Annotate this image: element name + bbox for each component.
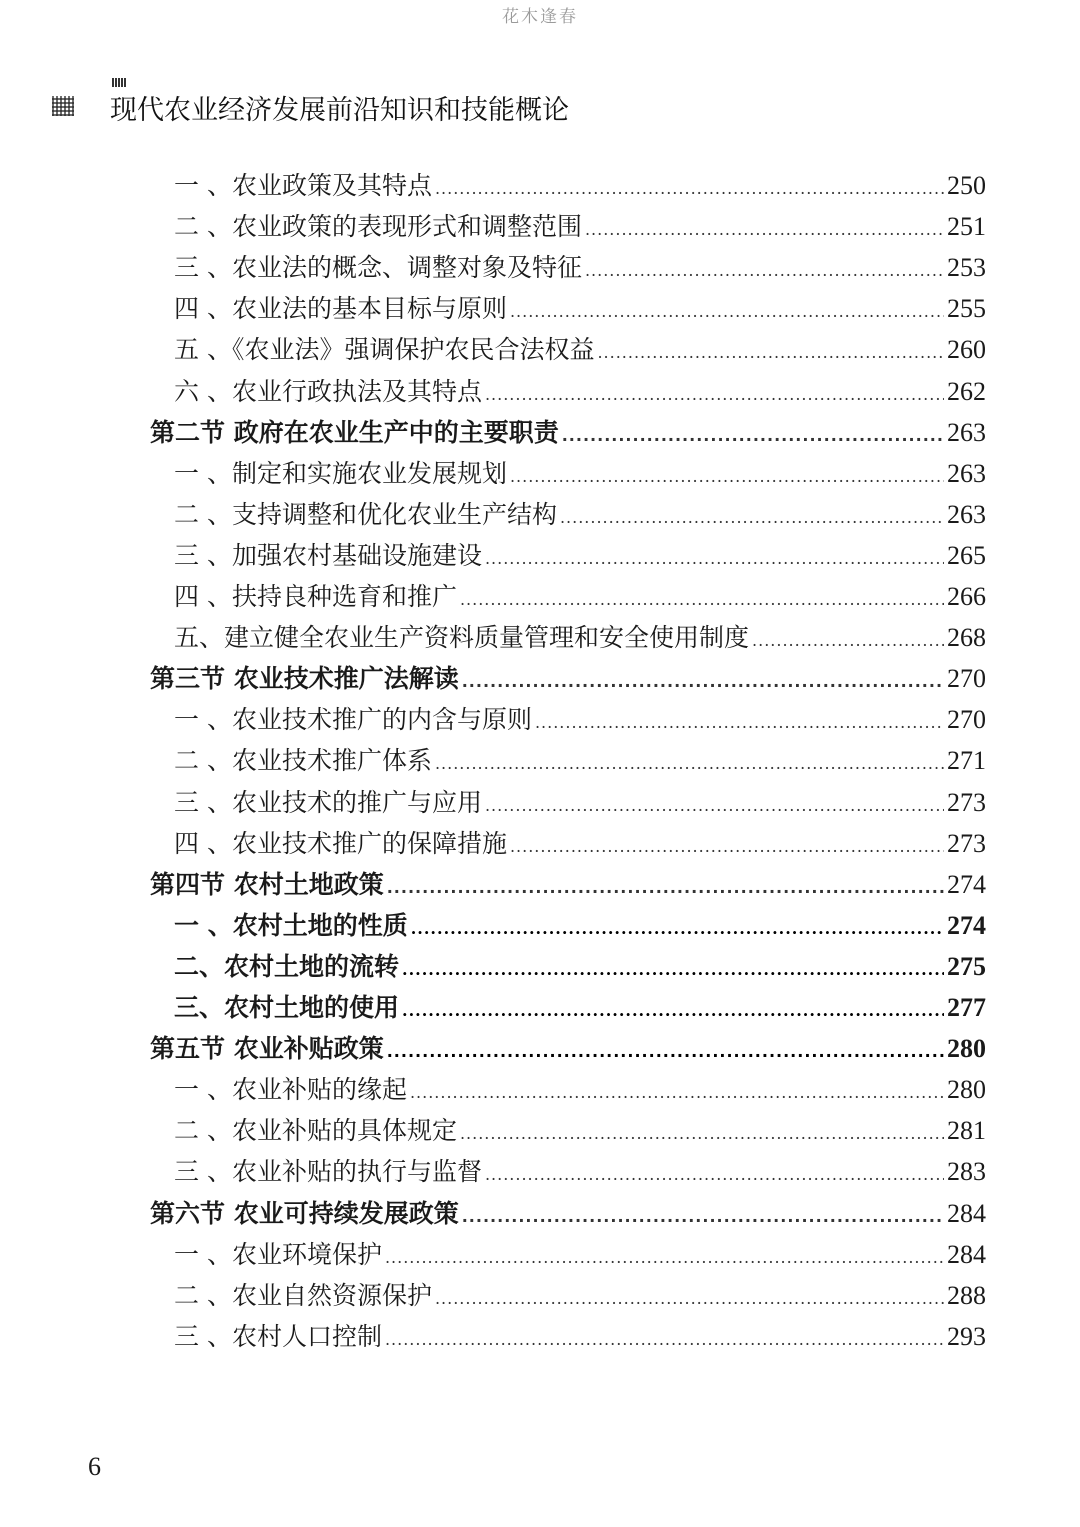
- toc-page-number: 283: [947, 1157, 986, 1187]
- toc-section-row: [150, 413, 986, 453]
- toc-item-title: 二 、农业自然资源保护: [174, 1280, 432, 1310]
- toc-item-title: 二 、支持调整和优化农业生产结构: [174, 499, 557, 529]
- toc-page-number: 280: [947, 1075, 986, 1105]
- toc-item-title: 一 、农业政策及其特点: [174, 171, 432, 200]
- toc-item-title: 三、农村土地的使用: [174, 993, 400, 1022]
- toc-section-row: [150, 659, 986, 699]
- toc-item-row: [174, 1070, 986, 1110]
- toc-item-title: 三 、加强农村基础设施建设: [174, 540, 482, 570]
- toc-leader-dots: [597, 333, 944, 373]
- toc-page-number: 260: [947, 335, 986, 365]
- toc-page-number: 255: [947, 294, 986, 324]
- page-number: 6: [88, 1452, 101, 1481]
- toc-item-title: 二、农村土地的流转: [174, 951, 400, 981]
- toc-leader-dots: [387, 868, 944, 908]
- toc-item-title: 四 、扶持良种选育和推广: [174, 582, 457, 611]
- toc-leader-dots: [462, 1197, 944, 1237]
- toc-page-number: 288: [947, 1280, 986, 1310]
- toc-section-title: 第三节 农业技术推广法解读: [150, 664, 459, 694]
- toc-page-number: 274: [947, 910, 986, 940]
- toc-item-row: [174, 1235, 986, 1275]
- toc-leader-dots: [510, 292, 944, 332]
- toc-item-title: 四 、农业法的基本目标与原则: [174, 294, 507, 324]
- toc-item-row: [174, 783, 986, 823]
- toc-leader-dots: [460, 580, 944, 620]
- toc-page-number: 284: [947, 1198, 986, 1228]
- toc-leader-dots: [485, 539, 944, 579]
- toc-page-number: 280: [947, 1034, 986, 1064]
- toc-item-title: 一 、农业技术推广的内含与原则: [174, 705, 532, 735]
- toc-leader-dots: [562, 416, 944, 456]
- toc-item-row: [174, 454, 986, 494]
- toc-page-number: 263: [947, 417, 986, 447]
- toc-leader-dots: [485, 786, 944, 826]
- toc-leader-dots: [585, 251, 944, 291]
- toc-item-title: 三 、农村人口控制: [174, 1321, 382, 1351]
- toc-item-row: [174, 1317, 986, 1357]
- toc-section-title: 第六节 农业可持续发展政策: [150, 1198, 459, 1228]
- toc-item-row: [174, 495, 986, 535]
- toc-item-title: 五 、《农业法》强调保护农民合法权益: [174, 335, 595, 365]
- toc-section-row: [150, 865, 986, 905]
- toc-leader-dots: [510, 827, 944, 867]
- toc-leader-dots: [560, 498, 944, 538]
- toc-leader-dots: [510, 457, 944, 497]
- toc-page-number: 273: [947, 787, 986, 817]
- toc-item-row: [174, 330, 986, 370]
- toc-leader-dots: [410, 1073, 944, 1113]
- toc-item-row: [174, 906, 986, 946]
- toc-leader-dots: [402, 991, 944, 1031]
- toc-leader-dots: [485, 375, 944, 415]
- toc-item-title: 三 、农业补贴的执行与监督: [174, 1157, 482, 1187]
- toc-item-title: 六 、农业行政执法及其特点: [174, 376, 482, 406]
- toc-leader-dots: [402, 950, 944, 990]
- toc-leader-dots: [752, 621, 944, 661]
- toc-item-row: [174, 824, 986, 864]
- toc-item-title: 四 、农业技术推广的保障措施: [174, 828, 507, 858]
- toc-page-number: 263: [947, 458, 986, 488]
- toc-item-title: 一 、制定和实施农业发展规划: [174, 458, 507, 488]
- toc-page-number: 250: [947, 171, 986, 200]
- toc-leader-dots: [385, 1320, 944, 1360]
- book-title: 现代农业经济发展前沿知识和技能概论: [110, 95, 569, 126]
- toc-leader-dots: [435, 1279, 944, 1319]
- toc-item-row: [174, 700, 986, 740]
- toc-page-number: 284: [947, 1239, 986, 1269]
- publisher-mark: [112, 78, 126, 87]
- toc-section-row: [150, 1029, 986, 1069]
- toc-item-row: [174, 372, 986, 412]
- toc-page-number: 253: [947, 253, 986, 283]
- toc-item-title: 五、建立健全农业生产资料质量管理和安全使用制度: [174, 623, 750, 653]
- toc-item-row: [174, 536, 986, 576]
- toc-leader-dots: [411, 909, 944, 949]
- header-logo-icon: [52, 96, 74, 116]
- toc-item-title: 二 、农业政策的表现形式和调整范围: [174, 212, 582, 242]
- toc-item-title: 三 、农业法的概念、调整对象及特征: [174, 253, 582, 283]
- toc-leader-dots: [585, 210, 944, 250]
- toc-leader-dots: [385, 1238, 944, 1278]
- toc-page-number: 275: [947, 951, 986, 981]
- toc-item-row: [174, 577, 986, 617]
- toc-leader-dots: [485, 1155, 944, 1195]
- toc-page-number: 251: [947, 212, 986, 242]
- toc-item-row: [174, 618, 986, 658]
- toc-item-row: [174, 741, 986, 781]
- toc-item-title: 一 、农业补贴的缘起: [174, 1075, 407, 1105]
- toc-page-number: 277: [947, 993, 986, 1022]
- toc-page-number: 265: [947, 540, 986, 570]
- toc-item-row: [174, 1276, 986, 1316]
- toc-leader-dots: [387, 1032, 944, 1072]
- toc-leader-dots: [435, 169, 944, 209]
- toc-item-row: [174, 1111, 986, 1151]
- toc-item-row: [174, 248, 986, 288]
- toc-page-number: 270: [947, 705, 986, 735]
- toc-page-number: 274: [947, 869, 986, 899]
- toc-page-number: 293: [947, 1321, 986, 1351]
- toc-leader-dots: [462, 662, 944, 702]
- toc-page-number: 262: [947, 376, 986, 406]
- toc-item-row: [174, 289, 986, 329]
- toc-page-number: 271: [947, 746, 986, 776]
- watermark: 花木逢春: [502, 7, 578, 27]
- toc-page-number: 281: [947, 1116, 986, 1146]
- toc-item-title: 二 、农业技术推广体系: [174, 746, 432, 776]
- toc-page-number: 266: [947, 582, 986, 611]
- toc-leader-dots: [435, 744, 944, 784]
- toc-page-number: 268: [947, 623, 986, 653]
- toc-item-title: 一 、农村土地的性质: [174, 910, 408, 940]
- toc-item-title: 一 、农业环境保护: [174, 1239, 382, 1269]
- toc-section-title: 第四节 农村土地政策: [150, 869, 384, 899]
- toc-leader-dots: [535, 703, 944, 743]
- toc-item-title: 二 、农业补贴的具体规定: [174, 1116, 457, 1146]
- toc-item-row: [174, 947, 986, 987]
- toc-item-row: [174, 207, 986, 247]
- toc-page-number: 270: [947, 664, 986, 694]
- toc-page-number: 273: [947, 828, 986, 858]
- toc-item-row: [174, 166, 986, 206]
- toc-page-number: 263: [947, 499, 986, 529]
- toc-section-title: 第五节 农业补贴政策: [150, 1034, 384, 1064]
- toc-section-title: 第二节 政府在农业生产中的主要职责: [150, 417, 559, 447]
- toc-section-row: [150, 1194, 986, 1234]
- toc-item-row: [174, 1152, 986, 1192]
- toc-item-title: 三 、农业技术的推广与应用: [174, 787, 482, 817]
- toc-item-row: [174, 988, 986, 1028]
- toc-leader-dots: [460, 1114, 944, 1154]
